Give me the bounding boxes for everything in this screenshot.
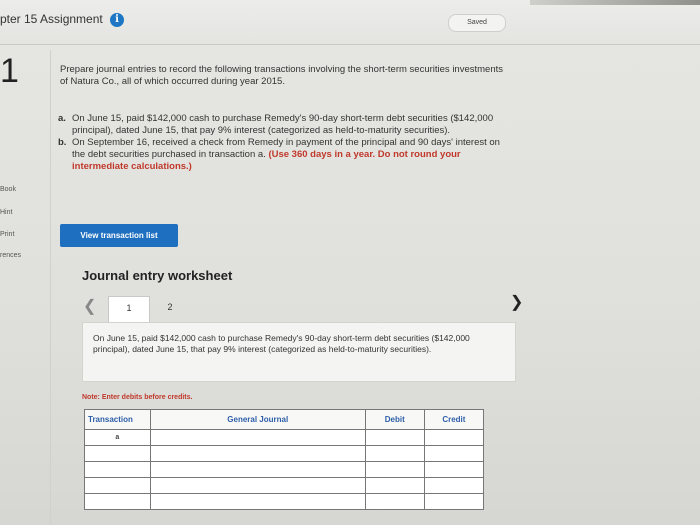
debit-credit-note: Note: Enter debits before credits. <box>82 394 193 401</box>
table-row <box>85 494 484 510</box>
col-debit: Debit <box>365 410 424 430</box>
tab-2[interactable]: 2 <box>167 302 173 312</box>
journal-table <box>84 409 484 510</box>
sidebar-item-book[interactable]: Book <box>0 186 16 193</box>
transaction-cell <box>85 446 151 462</box>
debit-cell[interactable] <box>365 494 424 510</box>
item-text-wrap <box>72 137 513 173</box>
sidebar-item-references[interactable]: rences <box>0 252 22 259</box>
sidebar-item-print[interactable]: Print <box>0 231 15 238</box>
transaction-cell <box>85 462 151 478</box>
col-transaction: Transaction <box>85 410 151 430</box>
debit-cell[interactable] <box>365 446 424 462</box>
prev-arrow-icon[interactable]: ❮ <box>83 298 97 315</box>
transaction-description-box <box>82 322 516 382</box>
sidebar-divider <box>50 50 51 525</box>
item-label: a. <box>58 113 66 124</box>
window-edge <box>530 0 700 5</box>
table-row <box>85 478 484 494</box>
view-transaction-list-button[interactable]: View transaction list <box>60 224 178 247</box>
transaction-item-a <box>58 113 513 137</box>
col-credit: Credit <box>424 410 483 430</box>
debit-cell[interactable] <box>365 430 424 446</box>
col-general-journal: General Journal <box>150 410 365 430</box>
item-text: On September 16, received a check from Remedy in payment of the principal and 90 days' interest on the debt securities purchased in transaction a. <box>72 137 500 160</box>
transaction-description: On June 15, paid $142,000 cash to purchase Remedy's 90-day short-term debt securities ($142,000 principal), dated June 15, that pay 9% interest (categorized as held-to-maturity securities). <box>93 333 470 354</box>
tab-1[interactable]: 1 <box>108 296 150 323</box>
sidebar-item-hint[interactable]: Hint <box>0 209 13 216</box>
transaction-item-b <box>58 137 513 173</box>
general-journal-cell[interactable] <box>150 446 365 462</box>
credit-cell[interactable] <box>424 494 483 510</box>
debit-cell[interactable] <box>365 478 424 494</box>
rounding-instruction: (Use 360 days in a year. Do not round your intermediate calculations.) <box>72 149 461 172</box>
worksheet-title: Journal entry worksheet <box>82 268 233 283</box>
item-text: On June 15, paid $142,000 cash to purchase Remedy's 90-day short-term debt securities ($142,000 principal), dated June 15, that pay 9% interest (categorized as held-to-maturity securities). <box>72 113 494 136</box>
saved-badge: Saved <box>448 14 506 32</box>
next-arrow-icon[interactable]: ❯ <box>510 294 524 311</box>
credit-cell[interactable] <box>424 478 483 494</box>
assignment-title-text: pter 15 Assignment <box>0 12 103 26</box>
general-journal-cell[interactable] <box>150 462 365 478</box>
debit-cell[interactable] <box>365 462 424 478</box>
transaction-list <box>58 113 513 173</box>
table-row <box>85 462 484 478</box>
item-label: b. <box>58 137 67 148</box>
general-journal-cell[interactable] <box>150 478 365 494</box>
general-journal-cell[interactable] <box>150 430 365 446</box>
transaction-cell <box>85 494 151 510</box>
assignment-title <box>0 12 124 27</box>
credit-cell[interactable] <box>424 462 483 478</box>
question-number: 1 <box>0 52 19 90</box>
general-journal-cell[interactable] <box>150 494 365 510</box>
table-row <box>85 430 484 446</box>
table-row <box>85 446 484 462</box>
top-bar <box>0 0 700 45</box>
credit-cell[interactable] <box>424 430 483 446</box>
question-prompt: Prepare journal entries to record the following transactions involving the short-term securities investments of Natura Co., all of which occurred during year 2015. <box>60 64 504 87</box>
transaction-cell: a <box>85 430 151 446</box>
transaction-cell <box>85 478 151 494</box>
credit-cell[interactable] <box>424 446 483 462</box>
info-icon[interactable]: i <box>110 13 124 27</box>
table-header-row <box>85 410 484 430</box>
